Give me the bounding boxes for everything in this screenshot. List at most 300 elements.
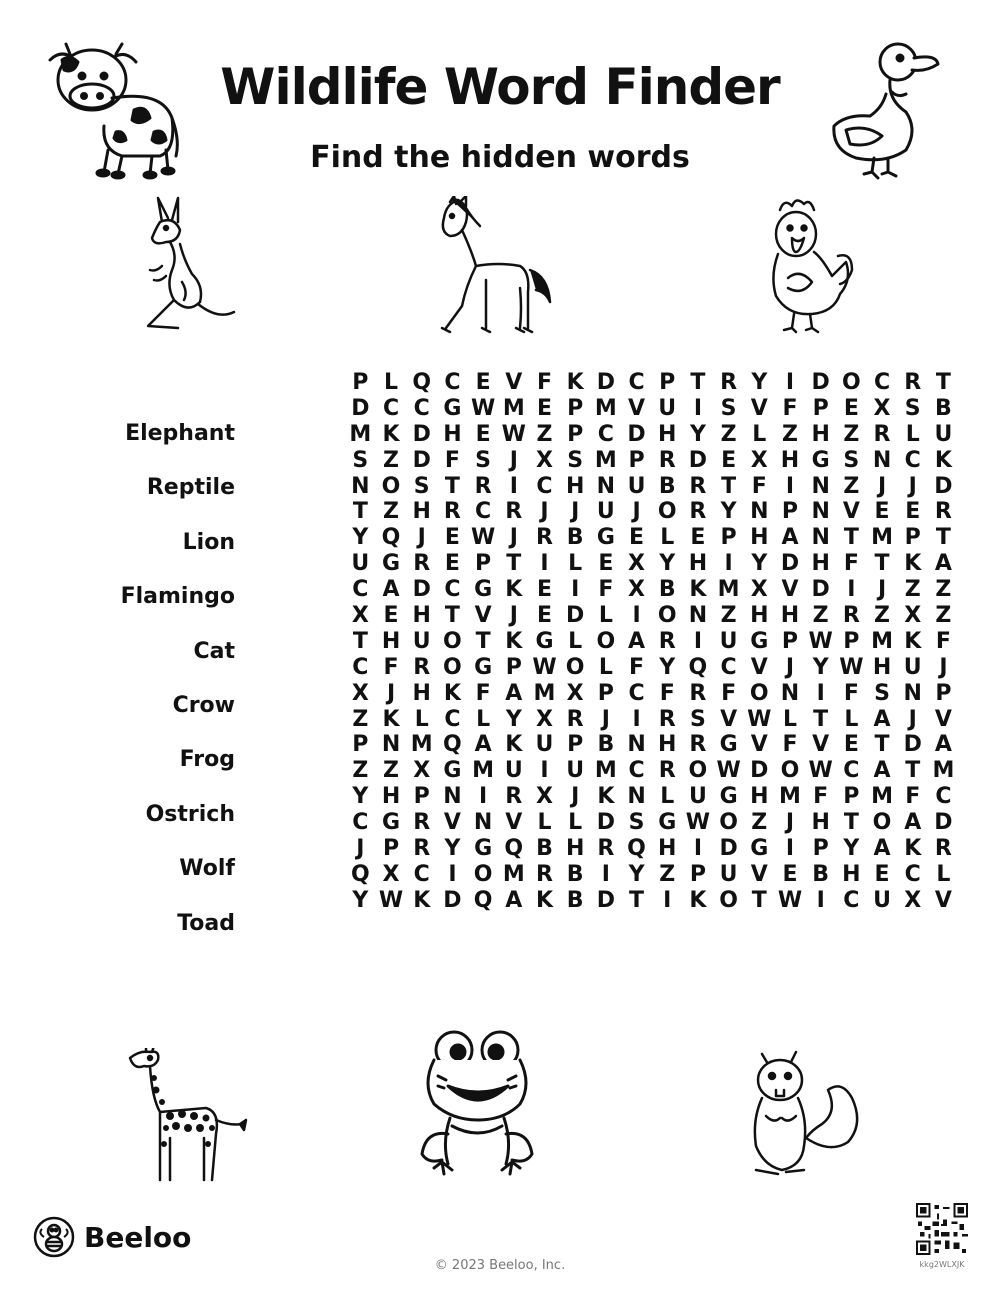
- grid-letter: Y: [444, 836, 461, 862]
- grid-letter: M: [871, 784, 893, 810]
- grid-letter: U: [719, 628, 738, 654]
- grid-letter: E: [444, 551, 460, 577]
- grid-letter: N: [381, 732, 401, 758]
- grid-letter: J: [356, 836, 365, 862]
- grid-letter: K: [934, 447, 952, 473]
- grid-letter: V: [812, 732, 830, 758]
- kangaroo-illustration: [138, 196, 238, 336]
- grid-letter: I: [601, 861, 610, 887]
- grid-letter: R: [658, 706, 676, 732]
- grid-letter: B: [566, 887, 584, 913]
- grid-letter: U: [688, 784, 707, 810]
- grid-letter: O: [596, 628, 616, 654]
- grid-letter: I: [724, 551, 733, 577]
- grid-letter: K: [689, 577, 707, 603]
- grid-letter: B: [658, 473, 676, 499]
- grid-letter: U: [934, 421, 953, 447]
- grid-letter: S: [567, 447, 584, 473]
- grid-letter: C: [413, 395, 430, 421]
- grid-row: [345, 707, 959, 733]
- grid-letter: Z: [536, 421, 553, 447]
- grid-letter: V: [505, 370, 523, 395]
- grid-letter: D: [412, 421, 431, 447]
- grid-letter: Y: [812, 654, 829, 680]
- grid-letter: O: [719, 887, 738, 913]
- grid-letter: L: [660, 784, 675, 810]
- grid-letter: L: [476, 706, 491, 732]
- grid-letter: R: [689, 680, 707, 706]
- grid-letter: R: [505, 499, 523, 525]
- grid-letter: K: [443, 680, 461, 706]
- cow-illustration: [42, 40, 182, 180]
- grid-letter: F: [843, 551, 859, 577]
- grid-letter: K: [413, 887, 431, 913]
- grid-letter: N: [351, 473, 370, 499]
- grid-letter: R: [566, 706, 584, 732]
- grid-letter: D: [903, 732, 922, 758]
- giraffe-illustration: [126, 1048, 250, 1188]
- grid-letter: N: [688, 603, 708, 629]
- grid-letter: J: [632, 499, 641, 525]
- grid-letter: X: [904, 887, 922, 913]
- grid-letter: Y: [751, 551, 768, 577]
- grid-letter: D: [596, 810, 615, 836]
- grid-letter: M: [932, 758, 955, 784]
- grid-letter: T: [352, 499, 368, 525]
- grid-letter: L: [752, 421, 767, 447]
- grid-letter: R: [413, 810, 431, 836]
- grid-letter: A: [382, 577, 400, 603]
- grid-letter: R: [474, 473, 492, 499]
- grid-letter: O: [749, 680, 769, 706]
- grid-letter: M: [594, 395, 617, 421]
- grid-letter: M: [410, 732, 433, 758]
- grid-letter: J: [939, 654, 948, 680]
- grid-letter: K: [382, 421, 400, 447]
- grid-letter: P: [843, 628, 860, 654]
- grid-letter: C: [873, 370, 891, 395]
- grid-letter: J: [509, 525, 518, 551]
- grid-letter: H: [412, 603, 431, 629]
- grid-letter: W: [501, 421, 526, 447]
- grid-letter: R: [413, 654, 431, 680]
- grid-letter: V: [750, 861, 768, 887]
- grid-letter: F: [721, 680, 737, 706]
- grid-letter: X: [413, 758, 431, 784]
- grid-letter: D: [412, 577, 431, 603]
- grid-letter: F: [782, 732, 798, 758]
- grid-letter: D: [688, 447, 708, 473]
- grid-letter: Q: [412, 370, 432, 395]
- grid-letter: Q: [473, 887, 493, 913]
- grid-letter: Z: [904, 577, 921, 603]
- grid-letter: I: [693, 836, 702, 862]
- grid-letter: C: [720, 654, 737, 680]
- grid-letter: T: [874, 551, 890, 577]
- grid-letter: R: [443, 499, 461, 525]
- grid-letter: H: [750, 525, 769, 551]
- grid-letter: V: [505, 810, 523, 836]
- grid-letter: J: [877, 473, 887, 499]
- grid-letter: U: [596, 499, 615, 525]
- word-list-item: Reptile: [146, 475, 235, 501]
- grid-letter: J: [877, 577, 887, 603]
- grid-letter: Z: [843, 421, 860, 447]
- grid-letter: B: [812, 861, 830, 887]
- grid-letter: I: [785, 370, 795, 395]
- grid-letter: O: [688, 758, 708, 784]
- grid-letter: T: [690, 370, 706, 395]
- grid-letter: E: [383, 603, 399, 629]
- grid-letter: N: [811, 525, 830, 551]
- grid-letter: E: [629, 525, 645, 551]
- grid-letter: T: [352, 628, 368, 654]
- grid-letter: F: [659, 680, 675, 706]
- grid-letter: Z: [935, 577, 952, 603]
- grid-letter: H: [811, 810, 830, 836]
- grid-letter: O: [443, 628, 462, 654]
- frog-illustration: [412, 1030, 542, 1180]
- grid-letter: T: [751, 887, 767, 913]
- grid-letter: K: [505, 628, 523, 654]
- grid-letter: C: [352, 577, 369, 603]
- grid-letter: M: [717, 577, 740, 603]
- grid-letter: H: [872, 654, 892, 680]
- grid-letter: G: [719, 732, 738, 758]
- grid-letter: E: [444, 525, 460, 551]
- grid-letter: Y: [659, 551, 676, 577]
- grid-letter: H: [658, 732, 677, 758]
- grid-letter: P: [812, 836, 829, 862]
- grid-letter: S: [904, 395, 921, 421]
- grid-letter: M: [533, 680, 556, 706]
- grid-letter: Z: [352, 758, 369, 784]
- grid-letter: X: [351, 680, 369, 706]
- grid-letter: R: [505, 784, 523, 810]
- grid-letter: L: [537, 810, 552, 836]
- grid-letter: E: [721, 447, 737, 473]
- grid-letter: Y: [628, 861, 645, 887]
- page-title: Wildlife Word Finder: [220, 58, 780, 116]
- word-list-item: Flamingo: [120, 584, 235, 610]
- grid-letter: H: [443, 421, 462, 447]
- grid-letter: W: [378, 887, 404, 913]
- grid-letter: D: [443, 887, 462, 913]
- grid-letter: Y: [352, 525, 369, 551]
- grid-letter: F: [905, 784, 921, 810]
- grid-letter: E: [690, 525, 706, 551]
- grid-letter: C: [628, 370, 645, 395]
- grid-letter: K: [597, 784, 615, 810]
- word-list-item: Wolf: [179, 856, 235, 882]
- grid-letter: Z: [812, 603, 829, 629]
- grid-letter: O: [381, 473, 401, 499]
- grid-letter: I: [816, 680, 825, 706]
- grid-letter: V: [781, 577, 799, 603]
- grid-letter: G: [750, 836, 769, 862]
- grid-letter: Y: [720, 499, 737, 525]
- grid-letter: N: [443, 784, 462, 810]
- grid-letter: H: [658, 421, 677, 447]
- grid-letter: Z: [720, 421, 737, 447]
- grid-letter: T: [843, 810, 859, 836]
- grid-letter: Y: [505, 706, 522, 732]
- grid-letter: Y: [352, 887, 369, 913]
- grid-letter: Q: [504, 836, 524, 862]
- grid-letter: K: [535, 887, 553, 913]
- grid-letter: X: [750, 447, 768, 473]
- grid-row: [345, 396, 959, 422]
- grid-letter: D: [596, 887, 615, 913]
- grid-letter: X: [628, 577, 646, 603]
- grid-letter: N: [627, 784, 646, 810]
- grid-letter: B: [658, 577, 676, 603]
- grid-letter: B: [566, 525, 584, 551]
- grid-letter: R: [658, 447, 676, 473]
- grid-letter: P: [720, 525, 737, 551]
- grid-letter: P: [597, 680, 614, 706]
- grid-letter: P: [382, 836, 400, 862]
- grid-letter: A: [934, 551, 952, 577]
- grid-letter: I: [479, 784, 488, 810]
- grid-letter: D: [934, 473, 953, 499]
- grid-letter: P: [567, 395, 584, 421]
- grid-letter: L: [598, 603, 613, 629]
- grid-letter: P: [781, 499, 799, 525]
- grid-letter: W: [839, 654, 864, 680]
- grid-letter: T: [444, 473, 460, 499]
- grid-letter: J: [509, 447, 518, 473]
- grid-letter: T: [721, 473, 737, 499]
- grid-letter: H: [565, 473, 585, 499]
- grid-letter: V: [934, 887, 952, 913]
- grid-letter: R: [413, 551, 431, 577]
- grid-letter: I: [540, 551, 549, 577]
- grid-letter: I: [693, 395, 702, 421]
- grid-letter: Z: [781, 421, 798, 447]
- grid-letter: P: [413, 784, 430, 810]
- bee-icon: [32, 1215, 76, 1259]
- grid-letter: O: [443, 654, 462, 680]
- grid-letter: U: [535, 732, 554, 758]
- grid-letter: G: [474, 577, 493, 603]
- grid-letter: C: [843, 887, 860, 913]
- grid-letter: L: [936, 861, 951, 887]
- grid-letter: K: [505, 577, 523, 603]
- grid-letter: P: [843, 784, 860, 810]
- grid-letter: G: [382, 810, 401, 836]
- grid-letter: I: [571, 577, 580, 603]
- grid-letter: D: [934, 810, 953, 836]
- grid-letter: V: [750, 654, 768, 680]
- grid-letter: N: [473, 810, 493, 836]
- grid-letter: T: [843, 525, 859, 551]
- grid-letter: I: [847, 577, 856, 603]
- grid-letter: P: [689, 861, 706, 887]
- grid-letter: V: [842, 499, 860, 525]
- grid-letter: Z: [352, 706, 369, 732]
- grid-letter: G: [658, 810, 677, 836]
- grid-letter: G: [443, 758, 462, 784]
- grid-letter: T: [905, 758, 921, 784]
- grid-letter: Q: [350, 861, 370, 887]
- grid-letter: G: [535, 628, 554, 654]
- grid-letter: V: [628, 395, 646, 421]
- grid-letter: R: [720, 370, 738, 395]
- grid-letter: K: [904, 836, 922, 862]
- grid-letter: C: [904, 447, 921, 473]
- grid-letter: P: [567, 732, 584, 758]
- grid-letter: N: [811, 473, 830, 499]
- word-list-item: Frog: [179, 747, 235, 773]
- grid-letter: P: [505, 654, 522, 680]
- grid-letter: D: [811, 577, 830, 603]
- grid-letter: U: [658, 395, 677, 421]
- grid-letter: E: [843, 732, 859, 758]
- grid-letter: C: [352, 810, 369, 836]
- grid-letter: M: [779, 784, 801, 810]
- grid-letter: U: [504, 758, 523, 784]
- grid-letter: V: [720, 706, 738, 732]
- grid-row: [345, 474, 959, 500]
- grid-letter: L: [782, 706, 797, 732]
- grid-letter: B: [935, 395, 952, 421]
- grid-letter: C: [382, 395, 400, 421]
- grid-letter: C: [444, 370, 461, 395]
- grid-letter: G: [382, 551, 401, 577]
- grid-letter: W: [777, 887, 803, 913]
- grid-letter: V: [443, 810, 461, 836]
- grid-letter: Y: [352, 784, 369, 810]
- grid-letter: K: [904, 551, 922, 577]
- grid-letter: F: [475, 680, 491, 706]
- grid-letter: I: [816, 887, 825, 913]
- grid-letter: C: [597, 421, 614, 447]
- grid-letter: N: [780, 680, 800, 706]
- grid-letter: E: [475, 421, 491, 447]
- grid-row: [345, 758, 959, 784]
- grid-letter: R: [658, 628, 676, 654]
- grid-letter: T: [506, 551, 522, 577]
- word-list-item: Lion: [182, 529, 235, 555]
- grid-letter: Q: [688, 654, 708, 680]
- grid-letter: W: [808, 758, 833, 784]
- grid-letter: Q: [443, 732, 462, 758]
- grid-letter: Q: [381, 525, 401, 551]
- rooster-illustration: [766, 196, 856, 336]
- grid-letter: K: [904, 628, 922, 654]
- grid-row: [345, 370, 959, 396]
- grid-letter: L: [568, 628, 583, 654]
- grid-letter: Y: [659, 654, 676, 680]
- qr-code-label: kkg2WLXJK: [919, 1260, 965, 1269]
- grid-letter: G: [719, 784, 738, 810]
- grid-letter: A: [505, 887, 523, 913]
- grid-letter: J: [509, 603, 518, 629]
- grid-letter: C: [628, 680, 645, 706]
- grid-letter: R: [535, 525, 553, 551]
- grid-letter: U: [719, 861, 738, 887]
- grid-letter: O: [719, 810, 738, 836]
- grid-letter: X: [873, 395, 891, 421]
- horse-illustration: [436, 196, 562, 336]
- grid-letter: T: [444, 603, 460, 629]
- grid-letter: M: [349, 421, 372, 447]
- grid-letter: N: [811, 499, 830, 525]
- grid-letter: L: [414, 706, 429, 732]
- grid-letter: F: [751, 473, 767, 499]
- grid-letter: E: [843, 395, 859, 421]
- grid-letter: Y: [689, 421, 706, 447]
- grid-letter: I: [663, 887, 672, 913]
- grid-letter: R: [842, 603, 860, 629]
- grid-letter: I: [632, 603, 641, 629]
- grid-letter: Z: [383, 447, 399, 473]
- page-subtitle: Find the hidden words: [310, 140, 690, 175]
- grid-letter: X: [566, 680, 584, 706]
- grid-letter: H: [412, 680, 431, 706]
- grid-letter: C: [444, 706, 461, 732]
- grid-letter: S: [689, 706, 706, 732]
- grid-row: [345, 603, 959, 629]
- grid-letter: I: [693, 628, 702, 654]
- word-list-item: Crow: [172, 692, 235, 718]
- grid-letter: F: [843, 680, 859, 706]
- grid-letter: P: [352, 732, 369, 758]
- grid-letter: N: [872, 447, 892, 473]
- grid-row: [345, 577, 959, 603]
- grid-letter: H: [842, 861, 861, 887]
- grid-letter: W: [808, 628, 833, 654]
- grid-row: [345, 655, 959, 681]
- grid-row: [345, 810, 959, 836]
- copyright-text: © 2023 Beeloo, Inc.: [434, 1258, 566, 1273]
- brand-name: Beeloo: [84, 1220, 192, 1254]
- grid-letter: J: [785, 654, 795, 680]
- grid-letter: F: [383, 654, 399, 680]
- qr-code-icon[interactable]: [916, 1203, 968, 1255]
- grid-letter: H: [780, 603, 800, 629]
- grid-letter: X: [535, 706, 553, 732]
- grid-letter: R: [904, 370, 922, 395]
- grid-letter: X: [535, 447, 553, 473]
- grid-letter: L: [844, 706, 859, 732]
- grid-letter: U: [903, 654, 922, 680]
- grid-letter: I: [785, 836, 795, 862]
- grid-letter: T: [874, 732, 890, 758]
- grid-letter: P: [935, 680, 952, 706]
- grid-letter: K: [689, 887, 707, 913]
- grid-letter: C: [444, 577, 461, 603]
- grid-letter: J: [908, 473, 917, 499]
- squirrel-illustration: [738, 1046, 868, 1186]
- grid-letter: N: [903, 680, 922, 706]
- grid-letter: I: [540, 758, 549, 784]
- grid-letter: L: [598, 654, 613, 680]
- grid-letter: H: [780, 447, 800, 473]
- grid-letter: F: [813, 784, 829, 810]
- grid-row: [345, 551, 959, 577]
- grid-letter: P: [475, 551, 492, 577]
- grid-letter: X: [750, 577, 768, 603]
- grid-row: [345, 836, 959, 862]
- grid-letter: O: [872, 810, 892, 836]
- grid-letter: P: [904, 525, 921, 551]
- grid-letter: H: [750, 784, 769, 810]
- grid-letter: W: [685, 810, 711, 836]
- grid-letter: C: [536, 473, 553, 499]
- grid-letter: Q: [627, 836, 646, 862]
